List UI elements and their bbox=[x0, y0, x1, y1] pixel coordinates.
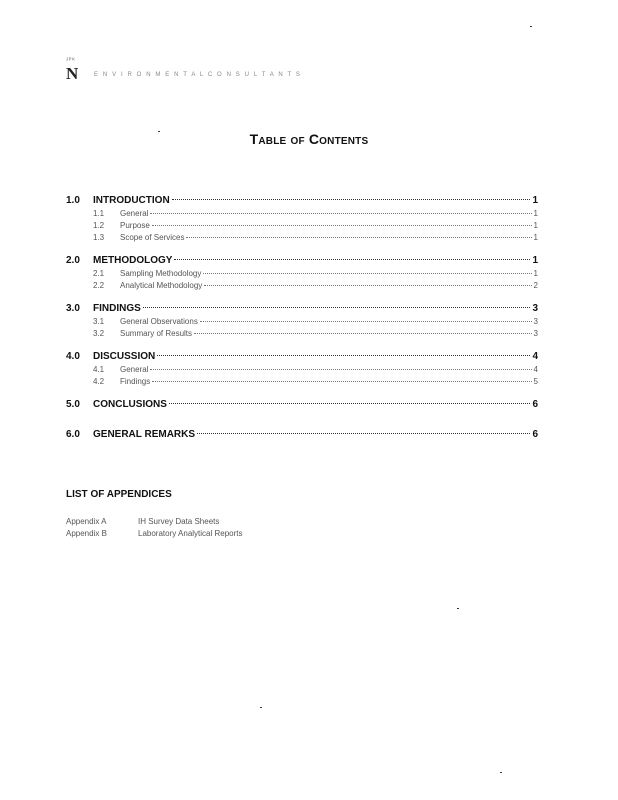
entry-number: 1.0 bbox=[66, 195, 80, 206]
appendices-list bbox=[66, 516, 243, 540]
entry-label: Purpose bbox=[120, 221, 150, 230]
toc-entry-sub[interactable] bbox=[66, 376, 538, 388]
entry-page-number: 1 bbox=[533, 221, 538, 230]
table-of-contents bbox=[66, 194, 538, 458]
entry-page-number: 3 bbox=[532, 303, 538, 314]
entry-page-number: 5 bbox=[533, 377, 538, 386]
entry-page-number: 1 bbox=[533, 233, 538, 242]
entry-label: FINDINGS bbox=[93, 303, 141, 314]
appendix-id: Appendix A bbox=[66, 517, 107, 526]
scan-speck bbox=[530, 26, 532, 27]
entry-number: 4.0 bbox=[66, 351, 80, 362]
toc-entry-main[interactable] bbox=[66, 194, 538, 208]
toc-section bbox=[66, 194, 538, 244]
dot-leader bbox=[169, 403, 531, 404]
toc-entry-main[interactable] bbox=[66, 398, 538, 412]
dot-leader bbox=[172, 199, 531, 200]
toc-entry-sub[interactable] bbox=[66, 220, 538, 232]
toc-entry-sub[interactable] bbox=[66, 316, 538, 328]
entry-number: 1.1 bbox=[93, 209, 105, 218]
entry-page-number: 6 bbox=[532, 399, 538, 410]
toc-entry-main[interactable] bbox=[66, 350, 538, 364]
appendices-title: LIST OF APPENDICES bbox=[66, 489, 172, 500]
toc-section bbox=[66, 428, 538, 442]
dot-leader bbox=[152, 225, 532, 226]
toc-section bbox=[66, 302, 538, 340]
entry-label: CONCLUSIONS bbox=[93, 399, 167, 410]
company-logo bbox=[66, 58, 88, 82]
entry-page-number: 6 bbox=[532, 429, 538, 440]
dot-leader bbox=[150, 369, 531, 370]
entry-label: General Observations bbox=[120, 317, 198, 326]
page-title: Table of Contents bbox=[249, 131, 369, 147]
entry-page-number: 4 bbox=[533, 365, 538, 374]
toc-entry-main[interactable] bbox=[66, 254, 538, 268]
entry-page-number: 4 bbox=[532, 351, 538, 362]
entry-label: GENERAL REMARKS bbox=[93, 429, 196, 440]
appendix-item[interactable] bbox=[66, 516, 243, 528]
entry-label: General bbox=[120, 209, 149, 218]
toc-section bbox=[66, 254, 538, 292]
toc-entry-sub[interactable] bbox=[66, 328, 538, 340]
entry-label: METHODOLOGY bbox=[93, 255, 173, 266]
company-name: E N V I R O N M E N T A L C O N S U L T A N T S bbox=[94, 72, 302, 78]
logo-superscript: ᴶᴾᴷ bbox=[66, 58, 76, 64]
entry-number: 4.1 bbox=[93, 365, 105, 374]
dot-leader bbox=[204, 285, 531, 286]
logo-letter: N bbox=[66, 64, 79, 83]
entry-label: Analytical Methodology bbox=[120, 281, 203, 290]
appendix-label: Laboratory Analytical Reports bbox=[138, 529, 243, 538]
entry-page-number: 3 bbox=[533, 329, 538, 338]
toc-entry-main[interactable] bbox=[66, 428, 538, 442]
entry-number: 2.2 bbox=[93, 281, 105, 290]
dot-leader bbox=[143, 307, 531, 308]
appendix-id: Appendix B bbox=[66, 529, 107, 538]
entry-label: General bbox=[120, 365, 149, 374]
toc-entry-sub[interactable] bbox=[66, 232, 538, 244]
dot-leader bbox=[200, 321, 532, 322]
scan-speck bbox=[260, 707, 262, 708]
dot-leader bbox=[152, 381, 531, 382]
scan-speck bbox=[457, 608, 459, 609]
toc-section bbox=[66, 350, 538, 388]
entry-number: 3.1 bbox=[93, 317, 105, 326]
entry-number: 6.0 bbox=[66, 429, 80, 440]
scan-speck bbox=[158, 131, 160, 132]
entry-number: 1.3 bbox=[93, 233, 105, 242]
entry-page-number: 1 bbox=[532, 195, 538, 206]
dot-leader bbox=[203, 273, 531, 274]
entry-number: 4.2 bbox=[93, 377, 105, 386]
dot-leader bbox=[197, 433, 530, 434]
entry-label: Summary of Results bbox=[120, 329, 193, 338]
entry-page-number: 1 bbox=[533, 209, 538, 218]
toc-section bbox=[66, 398, 538, 412]
toc-entry-sub[interactable] bbox=[66, 268, 538, 280]
entry-page-number: 1 bbox=[533, 269, 538, 278]
entry-label: INTRODUCTION bbox=[93, 195, 170, 206]
entry-number: 2.1 bbox=[93, 269, 105, 278]
entry-page-number: 2 bbox=[533, 281, 538, 290]
toc-entry-sub[interactable] bbox=[66, 364, 538, 376]
dot-leader bbox=[150, 213, 531, 214]
entry-page-number: 3 bbox=[533, 317, 538, 326]
entry-page-number: 1 bbox=[532, 255, 538, 266]
toc-entry-sub[interactable] bbox=[66, 208, 538, 220]
appendix-item[interactable] bbox=[66, 528, 243, 540]
dot-leader bbox=[157, 355, 530, 356]
entry-number: 2.0 bbox=[66, 255, 80, 266]
dot-leader bbox=[186, 237, 531, 238]
entry-label: Findings bbox=[120, 377, 151, 386]
appendix-label: IH Survey Data Sheets bbox=[138, 517, 220, 526]
dot-leader bbox=[174, 259, 530, 260]
entry-label: Sampling Methodology bbox=[120, 269, 202, 278]
entry-number: 5.0 bbox=[66, 399, 80, 410]
entry-label: Scope of Services bbox=[120, 233, 185, 242]
entry-number: 3.0 bbox=[66, 303, 80, 314]
entry-number: 1.2 bbox=[93, 221, 105, 230]
toc-entry-sub[interactable] bbox=[66, 280, 538, 292]
dot-leader bbox=[194, 333, 532, 334]
entry-number: 3.2 bbox=[93, 329, 105, 338]
toc-entry-main[interactable] bbox=[66, 302, 538, 316]
scan-speck bbox=[500, 772, 502, 773]
entry-label: DISCUSSION bbox=[93, 351, 156, 362]
